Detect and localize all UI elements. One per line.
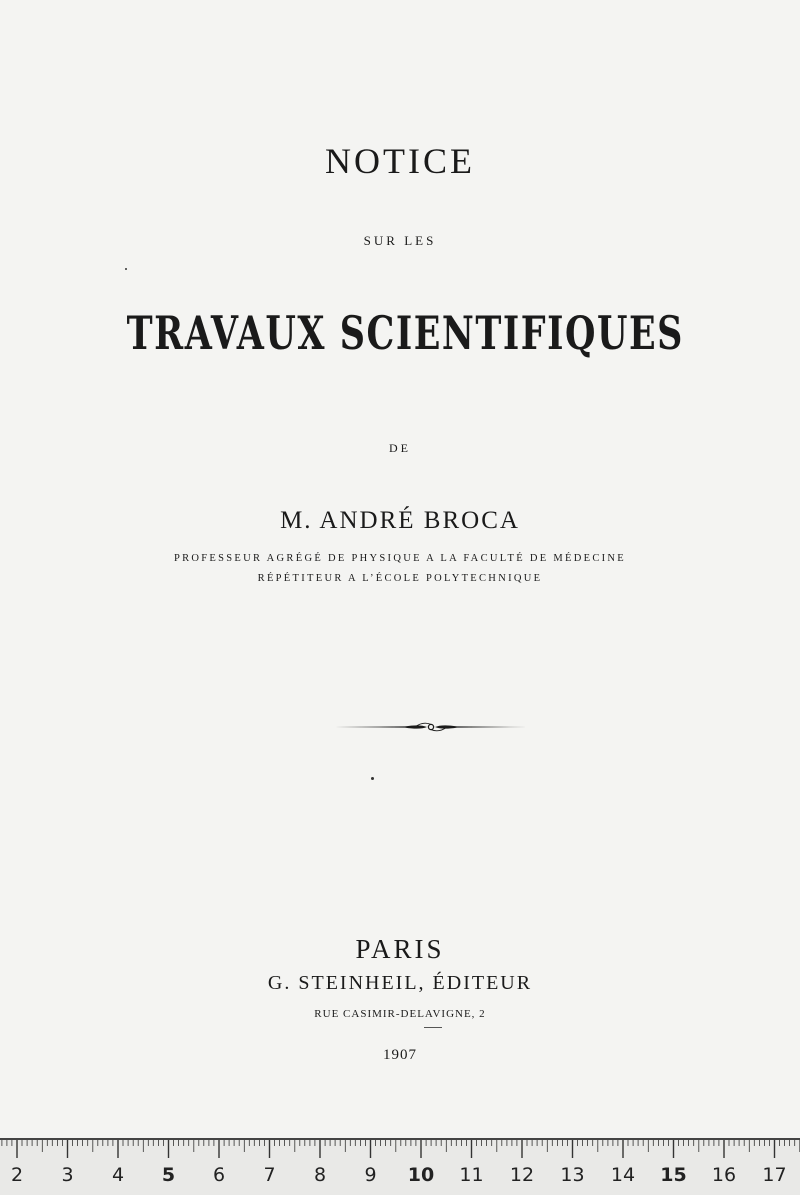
author-name: M. ANDRÉ BROCA xyxy=(280,507,520,534)
imprint-year: 1907 xyxy=(383,1047,417,1063)
ruler-number: 10 xyxy=(407,1164,435,1186)
author-title-1: PROFESSEUR AGRÉGÉ DE PHYSIQUE A LA FACULTÉ DE MÉDECINE xyxy=(173,553,627,564)
author-title-2: RÉPÉTITEUR A L’ÉCOLE POLYTECHNIQUE xyxy=(257,573,543,584)
ruler-number: 2 xyxy=(10,1164,24,1186)
ruler-number: 16 xyxy=(711,1164,737,1186)
ruler-number: 12 xyxy=(509,1164,535,1186)
ruler-number: 6 xyxy=(212,1164,226,1186)
preposition-de: DE xyxy=(389,441,411,455)
ruler-number: 11 xyxy=(459,1164,484,1186)
ruler-number: 8 xyxy=(313,1164,327,1186)
heading-notice: NOTICE xyxy=(325,141,475,181)
ruler-number: 13 xyxy=(560,1164,585,1186)
ruler-number: 5 xyxy=(161,1164,176,1186)
ruler-number: 15 xyxy=(660,1164,687,1186)
imprint-city: PARIS xyxy=(355,934,445,964)
imprint-publisher: G. STEINHEIL, ÉDITEUR xyxy=(267,972,533,994)
ruler-ticks xyxy=(0,1140,800,1162)
ruler-numbers xyxy=(0,1162,800,1192)
ruler-number: 7 xyxy=(263,1164,276,1186)
ruler-number: 14 xyxy=(610,1164,636,1186)
main-title: TRAVAUX SCIENTIFIQUES xyxy=(126,306,684,360)
ink-speck xyxy=(371,777,374,780)
ruler-number: 17 xyxy=(762,1164,787,1186)
ruler-number: 3 xyxy=(61,1164,74,1186)
imprint-address: RUE CASIMIR-DELAVIGNE, 2 xyxy=(314,1008,486,1020)
divider xyxy=(424,1027,442,1028)
measuring-ruler xyxy=(0,1138,800,1195)
ruler-number: 4 xyxy=(111,1164,125,1186)
ruler-number: 9 xyxy=(364,1164,377,1186)
ink-speck xyxy=(125,268,127,270)
fleuron-rule-icon xyxy=(335,720,527,734)
subheading-sur-les: SUR LES xyxy=(363,233,437,248)
